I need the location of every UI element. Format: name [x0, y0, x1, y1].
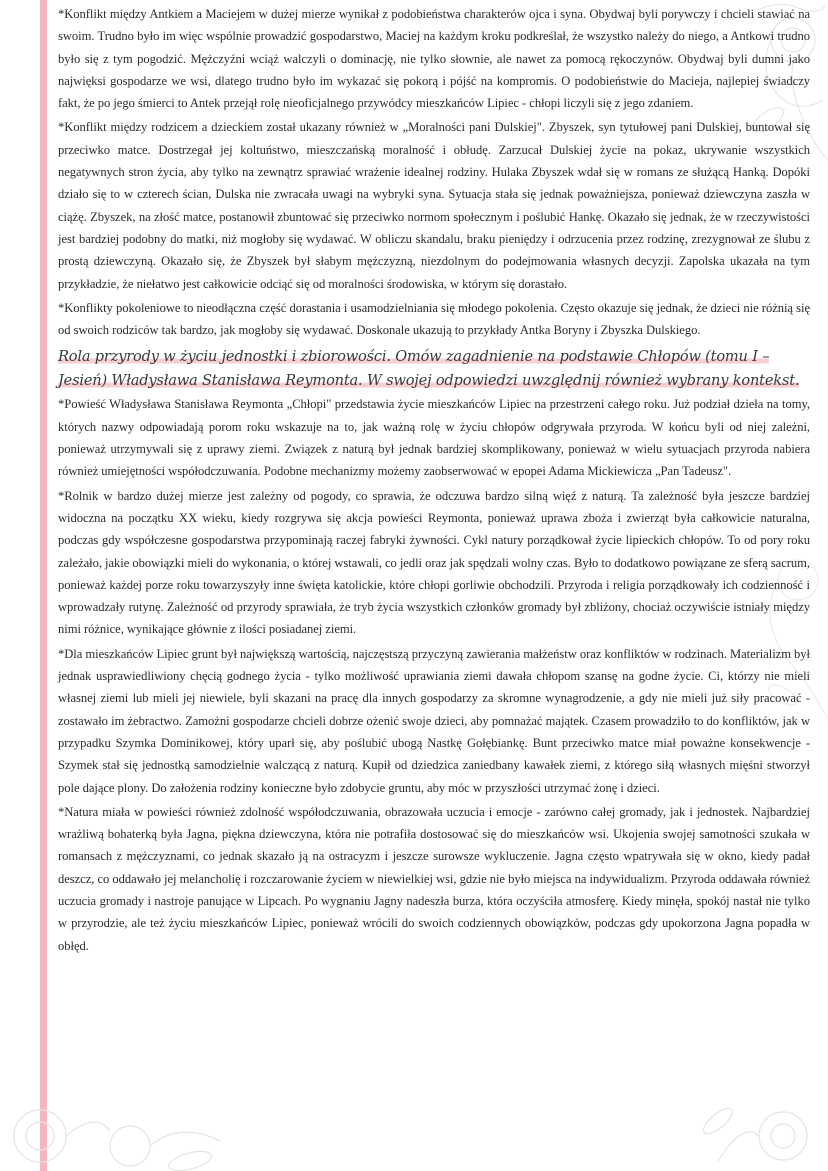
paragraph-antek-maciej: *Konflikt między Antkiem a Maciejem w dużej mierze wynikał z podobieństwa charakterów ojca i syna. Obydwaj byli porywczy i chcieli stawiać na swoim. Trudno było im więc wspólnie prowadzić gospodarstwo, Maciej na każdym kroku podkreślał, że wszystko należy do niego, a Antkowi trudno było się z tym pogodzić. Mężczyźni wciąż walczyli o dominację, nie tylko słownie, ale nawet za pomocą rękoczynów. Obydwaj byli dumni jako najwięksi gospodarze we wsi, dlatego trudno było im wykazać się pokorą i pójść na kompromis. O podobieństwie do Macieja, najlepiej świadczy fakt, że po jego śmierci to Antek przejął rolę nieoficjalnego przywódcy mieszkańców Lipiec - chłopi liczyli się z jego zdaniem.	[58, 7, 810, 111]
paragraph-farmer-nature: *Rolnik w bardzo dużej mierze jest zależny od pogody, co sprawia, że odczuwa bardzo silną więź z naturą. Ta zależność była jeszcze bardziej widoczna na początku XX wieku, kiedy rozgrywa się akcja powieści Reymonta, ponieważ uprawa zboża i zwierząt była całkowicie naturalna, podczas gdy współczesne gospodarstwa przypominają raczej fabryki żywności. Cykl natury porządkował życie lipieckich chłopów. To od pory roku zależało, jakie obowiązki mieli do wykonania, o której wstawali, co jedli oraz jak spędzali wolny czas. Było to dodatkowo powiązane ze sferą sacrum, ponieważ każdej porze roku towarzyszyły inne święta katolickie, które chłopi gorliwie obchodzili. Przyroda i religia porządkowały ich codzienność i wprowadzały rutynę. Zależność od przyrody sprawiała, że tryb życia wszystkich członków gromady był zbliżony, chociaż oczywiście istniały między nimi różnice, wynikające głównie z ilości posiadanej ziemi.	[58, 488, 810, 637]
paragraph-dulska: *Konflikt między rodzicem a dzieckiem został ukazany również w „Moralności pani Dulskiej". Zbyszek, syn tytułowej pani Dulskiej, buntował się przeciwko matce. Dostrzegał jej koltuństwo, mieszczańską moralność i obłudę. Zarzucał Dulskiej życie na pokaz, ukrywanie wszystkich negatywnych stron życia, aby tylko na zewnątrz sprawiać wrażenie idealnej rodziny. Hulaka Zbyszek wdał się w romans ze służącą Hanką. Dopóki działo się to w czterech ścian, Dulska nie zwracała uwagi na wybryki syna. Sytuacja stała się jednak poważniejsza, ponieważ dziewczyna zaszła w ciążę. Zbyszek, na złość matce, postanowił zbuntować się przeciwko normom społecznym i poślubić Hankę. Okazało się jednak, że w rzeczywistości jest bardziej podobny do matki, niż mogłoby się wydawać. W obliczu skandalu, braku pieniędzy i odrzucenia przez rodzinę, zrezygnował ze ślubu z prostą dziewczyną. Okazało się, że Zbyszek był słabym mężczyzną, niezdolnym do podejmowania własnych decyzji. Zapolska ukazała na tym przykładzie, że niełatwo jest całkowicie odciąć się od moralności środowiska, w którym się dorastało.	[58, 120, 810, 291]
section-title-text: Rola przyrody w życiu jednostki i zbiorowości. Omów zagadnienie na podstawie Chłopów (tomu I – Jesień) Władysława Stanisława Reymonta. W swojej odpowiedzi uwzględnij również wybrany kontekst.	[58, 348, 800, 389]
paragraph-generational-conflicts: *Konflikty pokoleniowe to nieodłączna część dorastania i usamodzielniania się młodego pokolenia. Często okazuje się jednak, że dzieci nie różnią się od swoich rodziców tak bardzo, jak mogłoby się wydawać. Doskonale ukazują to przykłady Antka Boryny i Zbyszka Dulskiego.	[58, 300, 810, 338]
floral-decoration-bottom-right-icon	[688, 1061, 828, 1171]
left-accent-bar	[40, 0, 47, 1171]
document-body	[58, 3, 810, 959]
paragraph-chlopi-intro: *Powieść Władysława Stanisława Reymonta „Chłopi" przedstawia życie mieszkańców Lipiec na przestrzeni całego roku. Już podział dzieła na tomy, których nazwy odpowiadają porom roku wskazuje na to, jak ważną rolę w życiu chłopów odgrywała przyroda. W końcu byli od niej zależni, ponieważ utrzymywali się z uprawy ziemi. Związek z naturą był jednak bardziej skomplikowany, ponieważ w wielu sytuacjach przyroda nabiera również umiejętności współodczuwania. Podobne mechanizmy możemy zaobserwować w epopei Adama Mickiewicza „Pan Tadeusz".	[58, 397, 810, 479]
paragraph-nature-empathy: *Natura miała w powieści również zdolność współodczuwania, obrazowała uczucia i emocje - zarówno całej gromady, jak i jednostek. Najbardziej wrażliwą bohaterką była Jagna, piękna dziewczyna, która nie potrafiła dostosować się do mieszkańców wsi. Ukojenia swojej samotności szukała w romansach z mężczyznami, co jednak skazało ją na ostracyzm i jeszcze surowsze wykluczenie. Jagna często wpatrywała się w okno, kiedy padał deszcz, co oddawało jej melancholię i rozczarowanie życiem w niewielkiej wsi, gdzie nie było miejsca na indywidualizm. Przyroda oddawała również uczucia gromady i nastroje panujące w Lipcach. Po wygnaniu Jagny nadeszła burza, która oczyściła atmosferę. Kiedy minęła, spokój nastał nie tylko w przyrodzie, ale też życiu mieszkańców Lipiec, ponieważ wrócili do swoich codziennych obowiązków, podczas gdy upokorzona Jagna popadła w obłęd.	[58, 804, 810, 953]
paragraph-land-value: *Dla mieszkańców Lipiec grunt był największą wartością, najczęstszą przyczyną zawierania małżeństw oraz konfliktów w rodzinach. Materializm był jednak usprawiedliwiony chęcią godnego życia - tylko możliwość uprawiania ziemi dawała chłopom szansę na godne życie. Ci, którzy nie mieli własnej ziemi lub mieli jej niewiele, byli skazani na pracę dla innych gospodarzy za skromne wynagrodzenie, a gdy nie mieli już siły pracować - zostawało im żebractwo. Zamożni gospodarze chcieli dobrze ożenić swoje dzieci, aby pomnażać majątek. Czasem prowadziło to do konfliktów, jak w przypadku Szymka Dominikowej, który uparł się, aby poślubić ubogą Nastkę Gołębiankę. Bunt przeciwko matce miał poważne konsekwencje - Szymek stał się jednostką samodzielnie walczącą z naturą. Kupił od dziedzica zaniedbany kawałek ziemi, z którego siłą własnych mięśni stworzył pole dające plony. Do założenia rodziny konieczne było zdobycie gruntu, aby móc w przyszłości utrzymać żonę i dzieci.	[58, 646, 810, 795]
floral-decoration-bottom-left-icon	[0, 1051, 230, 1171]
section-title	[58, 345, 810, 392]
